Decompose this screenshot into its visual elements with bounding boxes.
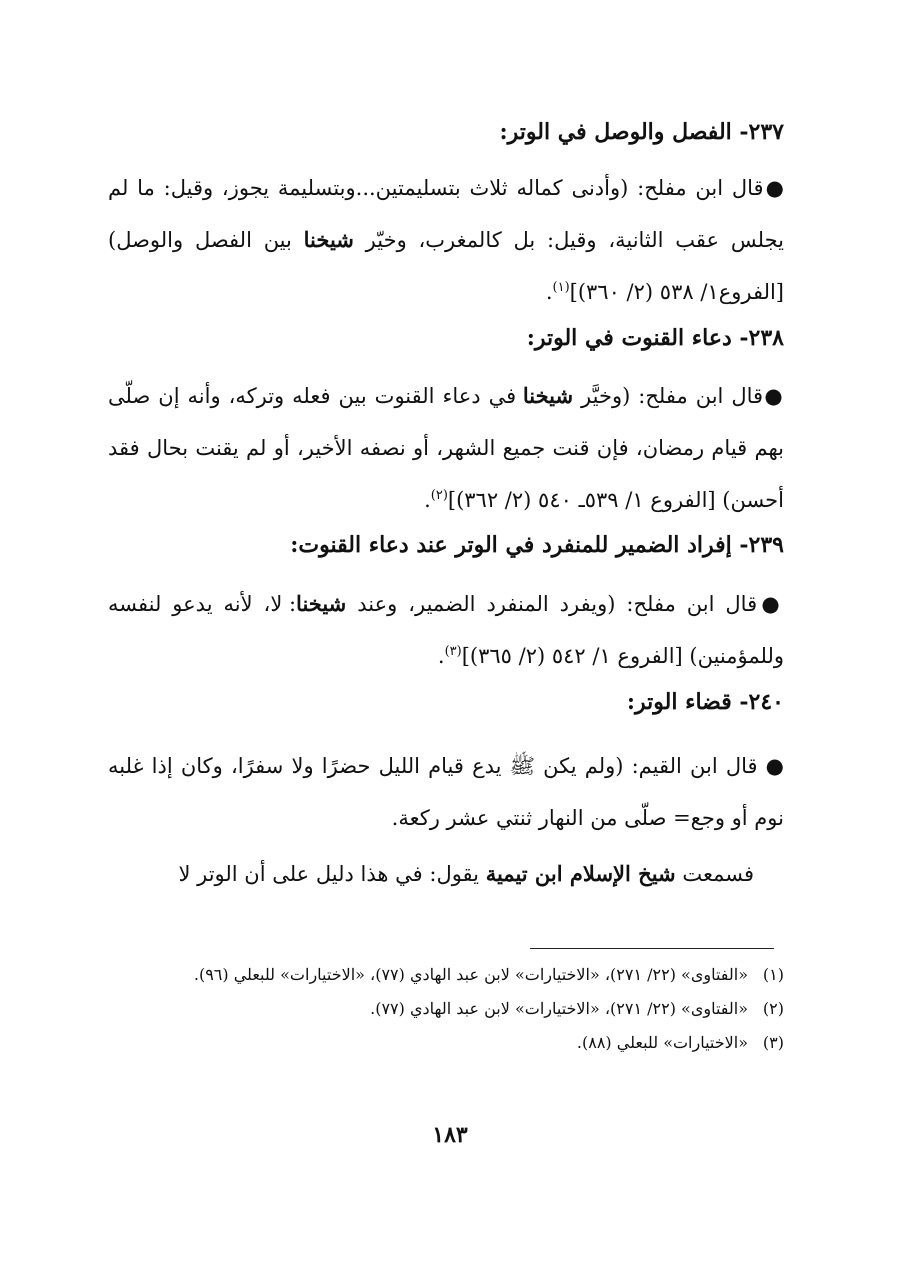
section-heading-238: ٢٣٨- دعاء القنوت في الوتر: — [526, 325, 784, 351]
paragraph-text: ●قال ابن مفلح: (وخيَّر — [573, 384, 784, 408]
footnote-ref-3[interactable]: (٣) — [444, 644, 462, 659]
paragraph-continuation — [108, 848, 784, 900]
footnote-divider — [530, 948, 774, 949]
footnote-1 — [108, 960, 784, 990]
footnote-number: (١) — [762, 965, 784, 984]
footnote-number: (٣) — [762, 1033, 784, 1052]
footnote-3 — [108, 1028, 784, 1058]
footnote-number: (٢) — [762, 999, 784, 1018]
page-number: ١٨٣ — [432, 1122, 468, 1148]
paragraph-end: . — [424, 488, 431, 512]
footnote-text: «الفتاوى» (٢٢/ ٢٧١)، «الاختيارات» لابن عبد الهادي (٧٧)، «الاختيارات» للبعلي (٩٦). — [193, 965, 748, 984]
paragraph-end: . — [545, 280, 553, 304]
paragraph-238 — [108, 370, 784, 526]
paragraph-text: ●قال ابن مفلح: (وأدنى كماله ثلاث بتسليمتين...وبتسليمة يجوز، وقيل: ما لم يجلس عقب الثانية، وقيل: بل كالمغرب، وخيّر — [108, 176, 784, 252]
paragraph-text: ●قال ابن مفلح: (ويفرد المنفرد الضمير، وعند — [346, 592, 784, 616]
paragraph-237 — [108, 162, 784, 318]
shaykhuna-bold: شيخنا — [522, 383, 574, 408]
section-heading-239: ٢٣٩- إفراد الضمير للمنفرد في الوتر عند دعاء القنوت: — [290, 532, 784, 558]
paragraph-end: . — [437, 644, 445, 668]
paragraph-text: فسمعت — [675, 862, 754, 886]
section-heading-237: ٢٣٧- الفصل والوصل في الوتر: — [499, 119, 784, 145]
paragraph-239 — [108, 578, 784, 682]
footnote-ref-2[interactable]: (٢) — [430, 488, 448, 503]
paragraph-text: بين الفصل والوصل) [الفروع١/ ٥٣٨ (٢/ ٣٦٠)] — [108, 228, 784, 304]
paragraph-text: يقول: في هذا دليل على أن الوتر لا — [178, 862, 486, 886]
shaykh-al-islam-bold: شيخ الإسلام ابن تيمية — [485, 861, 676, 886]
footnote-ref-1[interactable]: (١) — [552, 280, 570, 295]
footnote-2 — [108, 994, 784, 1024]
shaykhuna-bold: شيخنا — [296, 591, 347, 616]
paragraph-text: في دعاء القنوت بين فعله وتركه، وأنه إن صلّى بهم قيام رمضان، فإن قنت جميع الشهر، أو نصفه الأخير، أو لم يقنت بحال فقد أحسن) [الفروع ١/ ٥٣٩ـ ٥٤٠ (٢/ ٣٦٢)] — [108, 384, 784, 512]
shaykhuna-bold: شيخنا — [303, 227, 354, 252]
paragraph-text: : لا، لأنه يدعو لنفسه وللمؤمنين) [الفروع ١/ ٥٤٢ (٢/ ٣٦٥)] — [108, 592, 784, 668]
footnote-text: «الاختيارات» للبعلي (٨٨). — [576, 1033, 748, 1052]
footnote-text: «الفتاوى» (٢٢/ ٢٧١)، «الاختيارات» لابن عبد الهادي (٧٧). — [370, 999, 748, 1018]
footnotes — [108, 960, 784, 1062]
paragraph-240: ● قال ابن القيم: (ولم يكن ﷺ يدع قيام الليل حضرًا ولا سفرًا، وكان إذا غلبه نوم أو وجع= صلّى من النهار ثنتي عشر ركعة. — [108, 754, 784, 830]
section-heading-240: ٢٤٠- قضاء الوتر: — [626, 689, 784, 715]
